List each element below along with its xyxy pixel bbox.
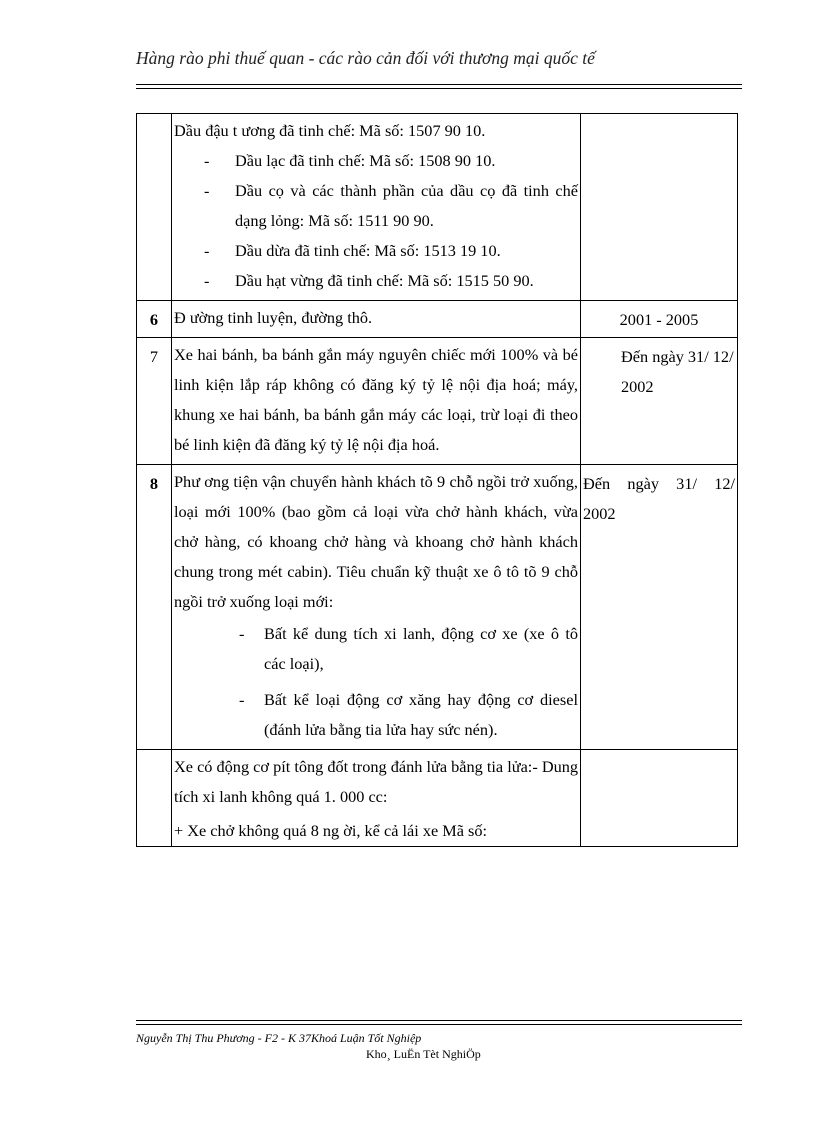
footer-caption: Kho¸ LuËn Tèt NghiÖp <box>366 1047 481 1061</box>
table-row <box>137 301 738 338</box>
table-row <box>137 750 738 847</box>
table-row <box>137 465 738 750</box>
list-item: - Bất kể dung tích xi lanh, động cơ xe (xe ô tô các loại), <box>239 624 578 673</box>
row-text: Phư ơng tiện vận chuyển hành khách tõ 9 chỗ ngồi trở xuống, loại mới 100% (bao gồm cả loại vừa chở hành khách, vừa chở hàng, có khoang chở hàng và khoang chở hành khách chung trong mét cabin). Tiêu chuẩn kỹ thuật xe ô tô tõ 9 chỗ ngồi trở xuống loại mới: <box>174 472 578 611</box>
row-text: Xe có động cơ pít tông đốt trong đánh lửa bằng tia lửa:- Dung tích xi lanh không quá 1. 000 cc: <box>174 757 578 806</box>
table-row <box>137 338 738 465</box>
row-number: 7 <box>137 338 172 465</box>
row-text: + Xe chở không quá 8 ng ời, kể cả lái xe Mã số: <box>174 821 488 840</box>
row-period <box>581 114 738 301</box>
list-item: - Dầu cọ và các thành phần của dầu cọ đã tinh chế dạng lỏng: Mã số: 1511 90 90. <box>204 181 578 230</box>
header-rule <box>136 84 742 89</box>
row-period: Đến ngày 31/ 12/ 2002 <box>581 338 738 465</box>
list-item: - Dầu hạt vừng đã tinh chế: Mã số: 1515 50 90. <box>204 271 534 290</box>
row-period: 2001 - 2005 <box>581 301 738 338</box>
row-content <box>172 114 581 301</box>
row-content: Xe hai bánh, ba bánh gắn máy nguyên chiếc mới 100% và bé linh kiện lắp ráp không có đăng ký tỷ lệ nội địa hoá; máy, khung xe hai bánh, ba bánh gắn máy các loại, trừ loại đi theo bé linh kiện đã đăng ký tỷ lệ nội địa hoá. <box>172 338 581 465</box>
row-period <box>581 750 738 847</box>
row-number: 8 <box>137 465 172 750</box>
list-item: - Dầu dừa đã tinh chế: Mã số: 1513 19 10. <box>204 241 501 260</box>
list-item: - Bất kể loại động cơ xăng hay động cơ diesel (đánh lửa bằng tia lửa hay sức nén). <box>239 690 578 739</box>
row-number: 6 <box>137 301 172 338</box>
table-row <box>137 114 738 301</box>
list-item: - Dầu lạc đã tinh chế: Mã số: 1508 90 10. <box>204 151 496 170</box>
row-period: Đến ngày 31/ 12/ 2002 <box>581 465 738 750</box>
row-number <box>137 750 172 847</box>
page-header-title: Hàng rào phi thuế quan - các rào cản đối với thương mại quốc tế <box>136 48 595 68</box>
list-item: Dầu đậu t ương đã tinh chế: Mã số: 1507 90 10. <box>174 121 486 140</box>
data-table <box>136 113 738 847</box>
row-content <box>172 750 581 847</box>
row-content: Đ ường tinh luyện, đường thô. <box>172 301 581 338</box>
row-number <box>137 114 172 301</box>
footer-rule <box>136 1020 742 1025</box>
footer-author: Nguyễn Thị Thu Phương - F2 - K 37Khoá Luận Tốt Nghiệp <box>136 1031 422 1045</box>
row-content <box>172 465 581 750</box>
